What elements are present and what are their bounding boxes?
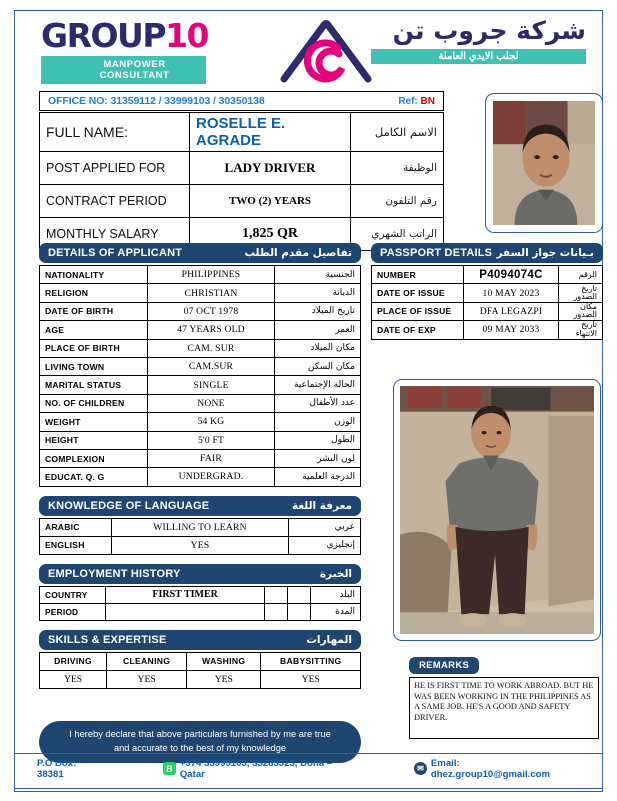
full-name-label-ar: الاسم الكامل (351, 113, 444, 152)
row-value: CAM. SUR (148, 339, 275, 357)
row-value: 07 OCT 1978 (148, 302, 275, 320)
language-header-ar: معرفة اللغة (292, 499, 352, 512)
row-label: AGE (40, 321, 148, 339)
details-section-header (39, 243, 361, 263)
row-label-ar: الدرجة العلمية (275, 468, 361, 486)
table-row (372, 284, 603, 302)
salary-label: MONTHLY SALARY (40, 218, 190, 251)
row-label: DATE OF ISSUE (372, 284, 464, 302)
table-row (40, 394, 361, 412)
row-label-ar: عربي (289, 518, 361, 536)
row-label-ar: مكان الصدور (559, 302, 603, 320)
table-row-skill-values (40, 670, 361, 688)
row-cell-2 (265, 603, 288, 620)
skill-header: DRIVING (40, 652, 107, 670)
row-label: COUNTRY (40, 586, 106, 603)
remarks-text: HE IS FIRST TIME TO WORK ABROAD. BUT HE WAS BEEN WORKING IN THE PHILIPPINES AS A SAME JOB. HE'S A GOOD AND SAFETY DRIVER. (409, 677, 599, 739)
table-row (40, 449, 361, 467)
row-label-ar: الجنسية (275, 266, 361, 284)
table-row (40, 413, 361, 431)
row-label: PLACE OF BIRTH (40, 339, 148, 357)
footer-phone-item (163, 758, 358, 780)
post-value: LADY DRIVER (190, 152, 351, 185)
row-label-ar: تاريخ الميلاد (275, 302, 361, 320)
passport-table-body (372, 266, 603, 340)
table-row-post (40, 152, 444, 185)
row-label-ar: تاريخ الانتهاء (559, 321, 603, 339)
row-label-ar: الرقم (559, 266, 603, 284)
row-value: SINGLE (148, 376, 275, 394)
row-label-ar: مكان الميلاد (275, 339, 361, 357)
skill-header: WASHING (187, 652, 261, 670)
row-label-ar: تاريخ الصدور (559, 284, 603, 302)
full-name-label: FULL NAME: (40, 113, 190, 152)
company-logo (41, 16, 231, 84)
remarks-section (409, 655, 605, 739)
row-value: NONE (148, 394, 275, 412)
contract-label: CONTRACT PERIOD (40, 185, 190, 218)
row-label-ar: عدد الأطفال (275, 394, 361, 412)
reference-code (398, 96, 435, 107)
row-cell-3 (288, 586, 311, 603)
skills-table-body (40, 652, 361, 688)
footer-bottom-rule (15, 788, 602, 789)
arabic-company-title: شركة جروب تن (392, 16, 586, 45)
passport-header-en: PASSPORT DETAILS (380, 247, 493, 259)
passport-table (371, 265, 603, 340)
logo-main-text: GROUP (41, 16, 166, 55)
row-label-ar: الطول (275, 431, 361, 449)
passport-header-ar: بـيانات جواز السفر (496, 247, 594, 259)
row-label-ar: الوزن (275, 413, 361, 431)
row-value: YES (112, 536, 289, 554)
footer-phone: +974 33999103, 33285323, Doha – Qatar (179, 757, 333, 780)
row-label-ar: البلد (311, 586, 361, 603)
applicant-full-body-photo (393, 379, 601, 641)
skill-value: YES (187, 670, 261, 688)
full-name-value: ROSELLE E. AGRADE (190, 113, 351, 152)
table-row (372, 321, 603, 339)
table-row-contract (40, 185, 444, 218)
skills-header-en: SKILLS & EXPERTISE (48, 633, 167, 646)
row-label: PLACE OF ISSUE (372, 302, 464, 320)
row-value: CHRISTIAN (148, 284, 275, 302)
table-row (40, 536, 361, 554)
logo-wordmark (41, 16, 231, 55)
language-header-en: KNOWLEDGE OF LANGUAGE (48, 499, 210, 512)
skill-header: BABYSITTING (261, 652, 361, 670)
skills-section-header (39, 630, 361, 650)
row-value: WILLING TO LEARN (112, 518, 289, 536)
row-label: LIVING TOWN (40, 357, 148, 375)
row-label-ar: العمر (275, 321, 361, 339)
body-photo-image (400, 386, 594, 634)
row-value: 54 KG (148, 413, 275, 431)
document-header (15, 11, 602, 83)
email-icon: ✉ (414, 762, 427, 775)
table-row-skill-headers (40, 652, 361, 670)
employment-table (39, 586, 361, 621)
row-label: DATE OF EXP (372, 321, 464, 339)
salary-value: 1,825 QR (190, 218, 351, 251)
footer-email: Email: dhez.group10@gmail.com (430, 757, 551, 780)
row-label-ar: المدة (311, 603, 361, 620)
row-label-ar: لون البشر (275, 449, 361, 467)
employment-table-body (40, 586, 361, 620)
table-row (40, 586, 361, 603)
row-label: EDUCAT. Q. G (40, 468, 148, 486)
row-value: 47 YEARS OLD (148, 321, 275, 339)
applicant-id-photo (485, 93, 603, 233)
table-row (40, 302, 361, 320)
language-section-header (39, 496, 361, 516)
details-header-en: DETAILS OF APPLICANT (48, 247, 183, 259)
skill-value: YES (261, 670, 361, 688)
row-label: COMPLEXION (40, 449, 148, 467)
row-label: HEIGHT (40, 431, 148, 449)
post-label: POST APPLIED FOR (40, 152, 190, 185)
applicant-summary-table (39, 112, 444, 251)
table-row (40, 339, 361, 357)
post-label-ar: الوظيفة (351, 152, 444, 185)
applicant-details-table (39, 265, 361, 487)
table-row (40, 321, 361, 339)
skills-header-ar: المهارات (306, 633, 352, 646)
row-label-ar: مكان السكن (275, 357, 361, 375)
table-row-full-name (40, 113, 444, 152)
employment-header-ar: الخبرة (319, 567, 352, 580)
skill-value: YES (40, 670, 107, 688)
row-label: RELIGION (40, 284, 148, 302)
row-cell-2 (265, 586, 288, 603)
row-value: DFA LEGAZPI (464, 302, 559, 320)
skill-header: CLEANING (107, 652, 187, 670)
row-value: FAIR (148, 449, 275, 467)
whatsapp-icon: B (163, 762, 176, 775)
skills-section (39, 630, 361, 689)
language-table-body (40, 518, 361, 554)
table-row (40, 603, 361, 620)
employment-section (39, 564, 361, 621)
row-value: 10 MAY 2023 (464, 284, 559, 302)
remarks-header: REMARKS (409, 657, 479, 674)
row-label: ENGLISH (40, 536, 112, 554)
table-row (40, 266, 361, 284)
office-number-bar (39, 91, 444, 111)
skill-value: YES (107, 670, 187, 688)
row-label: WEIGHT (40, 413, 148, 431)
cv-document-page (14, 10, 603, 792)
declaration-banner: I hereby declare that above particulars furnished by me are true and accurate to the best of my knowledge (39, 721, 361, 763)
table-row (40, 468, 361, 486)
details-header-ar: تفاصيل مقدم الطلب (244, 247, 352, 259)
salary-label-ar: الراتب الشهري (351, 218, 444, 251)
row-label: NUMBER (372, 266, 464, 284)
row-value: 5'0 FT (148, 431, 275, 449)
ref-label: Ref: (398, 95, 418, 107)
table-row (40, 357, 361, 375)
row-cell-1 (106, 603, 265, 620)
applicant-details-body (40, 266, 361, 487)
right-column (371, 243, 603, 340)
contract-label-ar: رقم التلفون (351, 185, 444, 218)
id-photo-image (493, 101, 595, 225)
logo-accent-text: 10 (165, 16, 208, 55)
row-label: NO. OF CHILDREN (40, 394, 148, 412)
arabic-company-block (371, 17, 586, 64)
footer-email-item (414, 758, 580, 780)
logo-tagline: MANPOWER CONSULTANT (41, 56, 206, 84)
row-value: PHILIPPINES (148, 266, 275, 284)
table-row (40, 376, 361, 394)
document-footer (15, 753, 602, 783)
arabic-company-tagline: لجلب الايدي العاملة (371, 49, 586, 64)
row-value: P4094074C (464, 266, 559, 284)
employment-section-header (39, 564, 361, 584)
row-label: DATE OF BIRTH (40, 302, 148, 320)
row-value: CAM.SUR (148, 357, 275, 375)
row-label: NATIONALITY (40, 266, 148, 284)
row-label-ar: الديانة (275, 284, 361, 302)
table-row (372, 266, 603, 284)
row-label-ar: إنجليزي (289, 536, 361, 554)
table-row (40, 518, 361, 536)
table-row (372, 302, 603, 320)
row-label: ARABIC (40, 518, 112, 536)
row-label: MARITAL STATUS (40, 376, 148, 394)
passport-section-header (371, 243, 603, 263)
office-numbers: OFFICE NO: 31359112 / 33999103 / 30350138 (48, 95, 265, 107)
row-value: UNDERGRAD. (148, 468, 275, 486)
row-cell-1: FIRST TIMER (106, 586, 265, 603)
left-column (39, 243, 361, 689)
arch-spiral-emblem-icon (278, 17, 374, 83)
employment-header-en: EMPLOYMENT HISTORY (48, 567, 181, 580)
footer-pobox: P.O Box: 38381 (37, 757, 77, 780)
row-label: PERIOD (40, 603, 106, 620)
row-value: 09 MAY 2033 (464, 321, 559, 339)
table-row (40, 431, 361, 449)
language-section (39, 496, 361, 555)
row-cell-3 (288, 603, 311, 620)
skills-table (39, 652, 361, 689)
contract-value: TWO (2) YEARS (190, 185, 351, 218)
table-row (40, 284, 361, 302)
language-table (39, 518, 361, 555)
ref-value: BN (420, 95, 435, 107)
row-label-ar: الحالة الإجتماعية (275, 376, 361, 394)
